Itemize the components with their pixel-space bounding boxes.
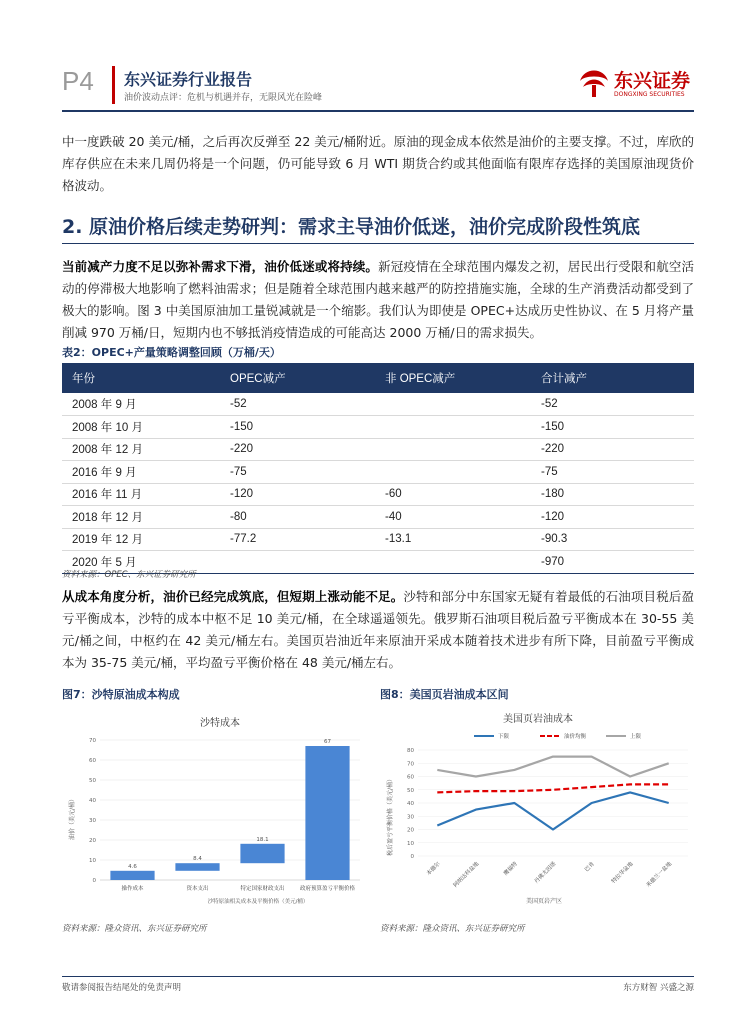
chart8-y-tick: 60 [407, 774, 414, 781]
footer-slogan: 东方财智 兴盛之源 [623, 983, 694, 993]
col-header-total: 合计减产 [531, 363, 694, 393]
chart7-x-tick: 特定国家财政支出 [240, 886, 285, 892]
chart8-y-tick: 80 [407, 748, 414, 754]
chart7-y-axis-label: 油价（美元/桶） [69, 795, 76, 841]
report-subtitle: 油价波动点评：危机与机遇并存，无限风光在险峰 [124, 93, 323, 103]
company-logo [578, 63, 698, 103]
cell-opec: -80 [220, 506, 375, 529]
chart8-y-tick: 10 [407, 840, 414, 847]
chart8-series-line [437, 784, 668, 792]
logo-text-cn: 东兴证券 [614, 70, 691, 92]
chart8-series-line [437, 757, 668, 777]
chart7-y-tick: 20 [89, 838, 96, 844]
table-row [62, 393, 694, 416]
cell-opec: -220 [220, 438, 375, 461]
chart8-x-tick: 米德兰一盆地 [645, 861, 674, 889]
chart7-bar [110, 871, 154, 880]
cell-opec: -150 [220, 416, 375, 439]
table-row [62, 416, 694, 439]
chart8-legend-label: 油价均衡 [564, 734, 587, 740]
chart7-x-tick: 操作成本 [121, 886, 144, 892]
chart8-x-axis-label: 美国页岩产区 [525, 898, 563, 905]
col-header-year: 年份 [62, 363, 220, 393]
table-row [62, 438, 694, 461]
cell-year: 2020 年 5 月 [62, 551, 220, 574]
cell-non-opec [375, 551, 531, 574]
chart8-legend-label: 上限 [630, 734, 642, 740]
logo-text-en: DONGXING SECURITIES [614, 91, 685, 98]
chart7-bar [175, 863, 219, 871]
table-title: 表2：OPEC+产量策略调整回顾（万桶/天） [62, 346, 281, 359]
header-accent-bar [112, 66, 115, 104]
cell-year: 2008 年 12 月 [62, 438, 220, 461]
table-header-row [62, 363, 694, 393]
table-source: 资料来源：OPEC、东兴证券研究所 [62, 570, 196, 580]
cell-non-opec [375, 461, 531, 484]
opec-cut-table [62, 363, 694, 574]
chart7-y-tick: 30 [89, 818, 96, 824]
cell-opec: -77.2 [220, 528, 375, 551]
cell-opec: -75 [220, 461, 375, 484]
chart7-y-tick: 10 [89, 858, 96, 864]
section-title: 2. 原油价格后续走势研判：需求主导油价低迷，油价完成阶段性筑底 [62, 216, 641, 238]
cell-total: -90.3 [531, 528, 694, 551]
chart7-data-label: 4.6 [128, 863, 137, 870]
cell-total: -970 [531, 551, 694, 574]
chart8-y-tick: 20 [407, 827, 414, 834]
cell-opec: -52 [220, 393, 375, 416]
chart7-y-tick: 40 [89, 798, 96, 804]
table-row [62, 528, 694, 551]
paragraph-demand [62, 256, 694, 344]
chart8-y-tick: 70 [407, 761, 414, 768]
chart7-data-label: 8.4 [193, 856, 202, 863]
cell-year: 2019 年 12 月 [62, 528, 220, 551]
cell-non-opec [375, 416, 531, 439]
table-row [62, 461, 694, 484]
chart8-x-tick: 鹰福特 [502, 861, 519, 878]
paragraph-cost [62, 586, 694, 674]
paragraph-demand-text: 新冠疫情在全球范围内爆发之初，居民出行受限和航空活动的停滞极大地影响了燃料油需求；但是随着全球范围内越来越严的防控措施实施，全球的生产消费活动都受到了极大的影响。图 3 中美国原油加工量锐减就是一个缩影。我们认为即使是 OPEC+达成历史性协议、在 5 月将产量削减 970 万桶/日，短期内也不够抵消疫情造成的可能高达 2000 万桶/日的需求损失。 [62, 259, 694, 340]
shale-cost-chart [378, 706, 694, 906]
chart8-x-tick: 本德尔 [425, 861, 442, 878]
cell-year: 2016 年 9 月 [62, 461, 220, 484]
figure7-source: 资料来源：隆众资讯、东兴证券研究所 [62, 924, 207, 934]
cell-year: 2016 年 11 月 [62, 483, 220, 506]
cell-total: -75 [531, 461, 694, 484]
cell-total: -52 [531, 393, 694, 416]
chart7-data-label: 18.1 [256, 836, 269, 843]
col-header-opec: OPEC减产 [220, 363, 375, 393]
page-number: P4 [62, 66, 94, 96]
chart8-series-line [437, 792, 668, 829]
cell-year: 2018 年 12 月 [62, 506, 220, 529]
footer-divider [62, 976, 694, 977]
figure8-source: 资料来源：隆众资讯、东兴证券研究所 [380, 924, 525, 934]
saudi-cost-chart [62, 706, 372, 906]
cell-year: 2008 年 10 月 [62, 416, 220, 439]
cell-total: -180 [531, 483, 694, 506]
cell-opec: -120 [220, 483, 375, 506]
chart8-y-tick: 40 [407, 801, 414, 807]
paragraph-cost-lead: 从成本角度分析，油价已经完成筑底，但短期上涨动能不足。 [62, 589, 404, 604]
cell-non-opec: -60 [375, 483, 531, 506]
figure8-title: 图8：美国页岩油成本区间 [380, 688, 509, 701]
chart7-y-tick: 50 [89, 778, 96, 784]
chart7-y-tick: 60 [89, 758, 96, 764]
cell-non-opec [375, 438, 531, 461]
chart8-y-tick: 0 [410, 854, 414, 860]
chart8-x-tick: 巴肯 [583, 861, 596, 874]
cell-opec [220, 551, 375, 574]
cell-non-opec [375, 393, 531, 416]
chart8-y-tick: 50 [407, 787, 414, 794]
chart7-bar [305, 746, 349, 880]
paragraph-demand-lead: 当前减产力度不足以弥补需求下滑，油价低迷或将持续。 [62, 259, 379, 274]
cell-year: 2008 年 9 月 [62, 393, 220, 416]
chart7-x-tick: 政府预算盈亏平衡价格 [299, 886, 356, 892]
chart7-bar [240, 844, 284, 863]
chart8-x-tick: 特拉华盆地 [610, 861, 635, 885]
figure7-title: 图7：沙特原油成本构成 [62, 688, 180, 701]
paragraph-cost-text: 沙特和部分中东国家无疑有着最低的石油项目税后盈亏平衡成本，沙特的成本中枢不足 10 美元/桶，在全球遥遥领先。俄罗斯石油项目税后盈亏平衡成本在 30-55 美元/桶之间，中枢约在 42 美元/桶左右。美国页岩油近年来原油开采成本随着技术进步有所下降，目前盈亏平衡成本为 35-75 美元/桶，平均盈亏平衡价格在 48 美元/桶左右。 [62, 589, 694, 670]
chart7-y-tick: 70 [89, 738, 96, 744]
table-row [62, 483, 694, 506]
header-divider [62, 110, 694, 112]
chart8-y-tick: 30 [407, 814, 414, 821]
cell-non-opec: -40 [375, 506, 531, 529]
footer-disclaimer: 敬请参阅报告结尾处的免责声明 [62, 983, 182, 993]
section-divider [62, 243, 694, 244]
chart7-data-label: 67 [324, 739, 331, 745]
cell-total: -150 [531, 416, 694, 439]
chart8-title: 美国页岩油成本 [503, 714, 573, 725]
cell-total: -120 [531, 506, 694, 529]
chart7-y-tick: 0 [92, 878, 96, 884]
intro-paragraph: 中一度跌破 20 美元/桶，之后再次反弹至 22 美元/桶附近。原油的现金成本依然是油价的主要支撑。不过，库欣的库存供应在未来几周仍将是一个问题，仍可能导致 6 月 WTI 期货合约或其他面临有限库存选择的美国原油现货价格波动。 [62, 134, 694, 193]
cell-total: -220 [531, 438, 694, 461]
cell-non-opec: -13.1 [375, 528, 531, 551]
chart8-legend-label: 下限 [498, 734, 510, 740]
col-header-non-opec: 非 OPEC减产 [375, 363, 531, 393]
chart7-x-tick: 资本支出 [186, 886, 209, 892]
chart7-x-axis-label: 沙特原油相关成本及平衡价格（美元/桶） [207, 899, 309, 905]
logo-mark-icon [578, 63, 610, 99]
chart7-title: 沙特成本 [200, 718, 240, 729]
chart8-y-axis-label: 税后盈亏平衡价格（美元/桶） [387, 775, 394, 857]
report-series-title: 东兴证券行业报告 [124, 70, 253, 89]
chart8-x-tick: 丹佛尤因塔 [533, 861, 558, 885]
table-row [62, 506, 694, 529]
chart8-x-tick: 阿纳达科盆地 [452, 861, 481, 889]
